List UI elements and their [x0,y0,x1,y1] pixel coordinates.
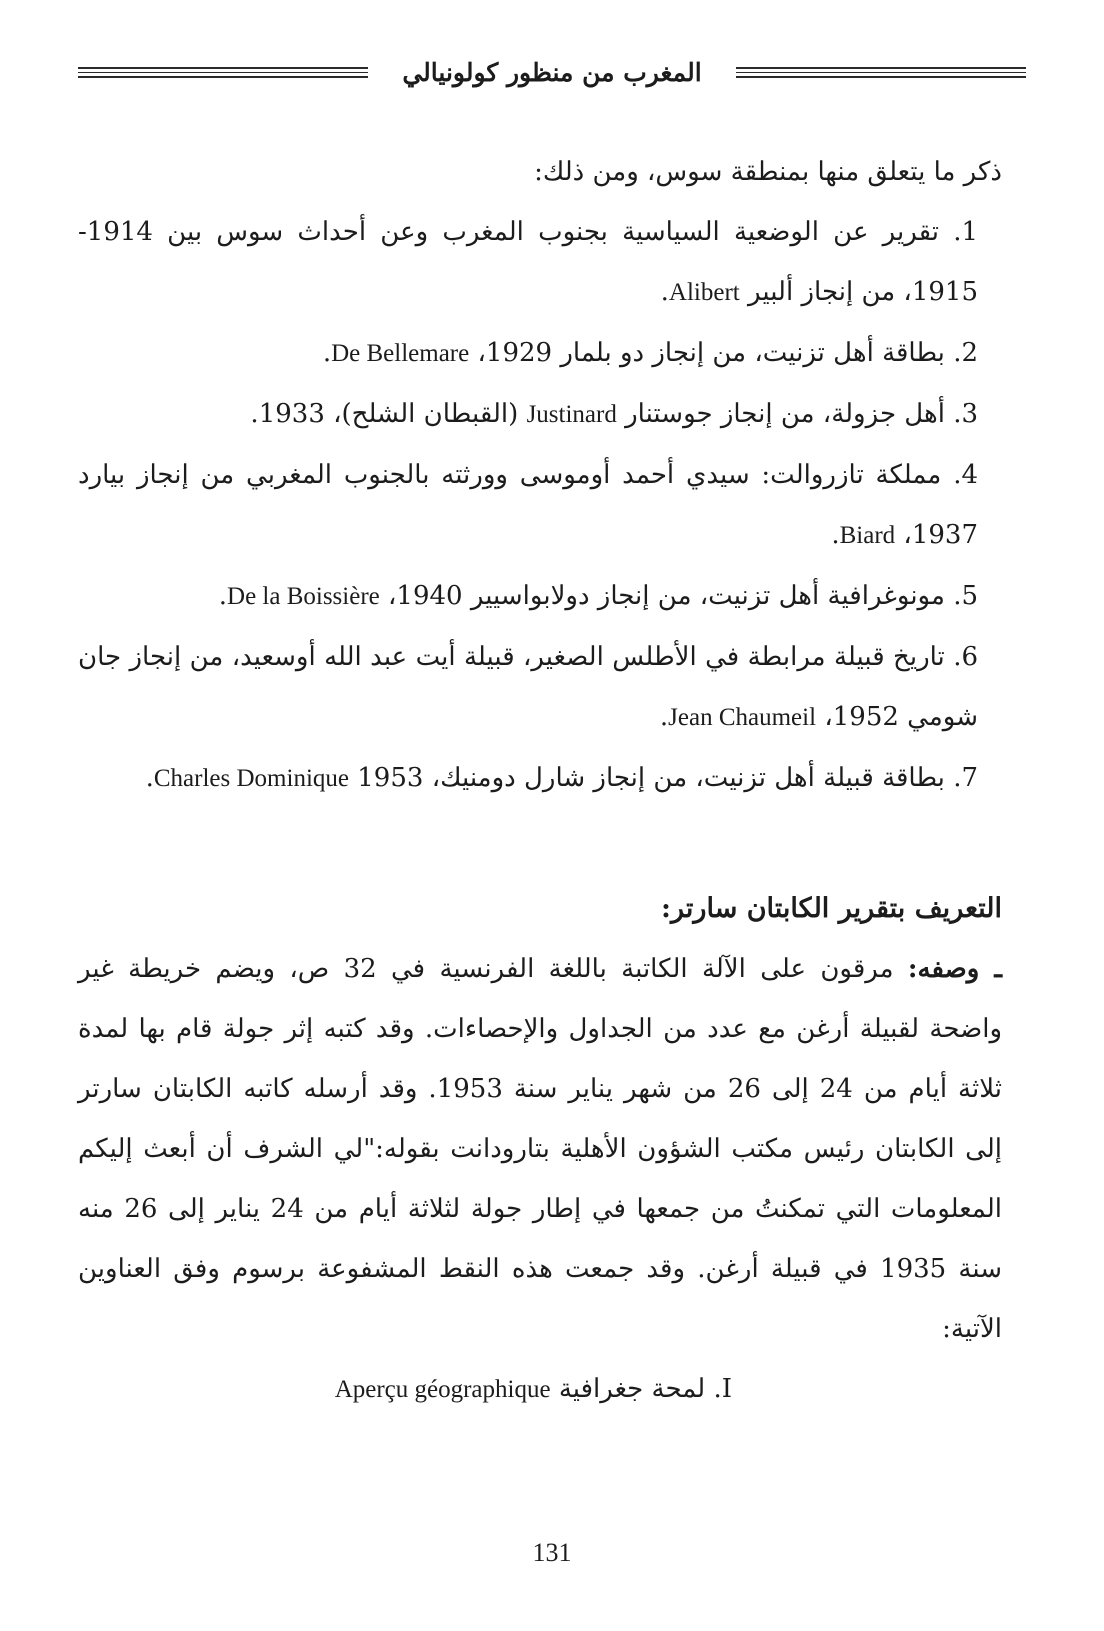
running-header [78,52,1026,92]
list-item-tail: (القبطان الشلح)، 1933. [250,399,527,429]
list-item-number: 3. [953,399,978,429]
list-item-number: 1. [953,217,979,247]
list-item-number: 7. [953,763,978,793]
intro-paragraph: ذكر ما يتعلق منها بمنطقة سوس، ومن ذلك: [534,157,1002,187]
list-item-4 [78,445,1002,566]
header-title: المغرب من منظور كولونيالي [402,57,702,87]
section-body: مرقون على الآلة الكاتبة باللغة الفرنسية في 32 ص، ويضم خريطة غير واضحة لقبيلة أرغن مع عدد من الجداول والإحصاءات. وقد كتبه إثر جولة قام بها لمدة ثلاثة أيام من 24 إلى 26 من شهر يناير سنة 1953. وقد أرسله كاتبه الكابتان سارتر إلى الكابتان رئيس مكتب الشؤون الأهلية بتارودانت بقوله:"لي الشرف أن أبعث إليكم المعلومات التي تمكنتُ من جمعها في إطار جولة لثلاثة أيام من 24 يناير إلى 26 منه سنة 1935 في قبيلة أرغن. وقد جمعت هذه النقط المشفوعة برسوم وفق العناوين الآتية: [78,954,1002,1344]
list-item-text: مملكة تازروالت: سيدي أحمد أوموسى وورثته بالجنوب المغربي من إنجاز بيارد 1937، [78,460,978,550]
list-item-latin-name: Alibert [668,279,740,306]
list-item-6 [78,627,1002,748]
list-item-latin-name: Biard [839,522,896,549]
list-item-latin-name: Justinard [526,401,617,428]
list-item-latin-name: Charles Dominique [153,765,349,792]
sub-list-latin: Aperçu géographique [334,1376,551,1403]
list-item-text: بطاقة قبيلة أهل تزنيت، من إنجاز شارل دومنيك، [431,763,945,793]
list-item-latin-name: De la Boissière [227,583,380,610]
body-text [78,142,1002,1420]
list-item-number: 5. [953,581,978,611]
lead-label: ـ وصفه: [907,954,1002,984]
sub-list-number: I. [713,1374,732,1404]
list-item-3 [78,384,1002,445]
list-item-latin-name: Jean Chaumeil [668,704,817,731]
header-rule-right [736,67,1026,78]
list-item-number: 6. [953,642,979,672]
list-item-text: بطاقة أهل تزنيت، من إنجاز دو بلمار 1929، [477,338,945,368]
list-item-tail: . [659,702,669,732]
list-item-tail: . [322,338,332,368]
list-item-tail: . [831,520,840,550]
list-item-tail: 1953. [145,763,424,793]
list-item-tail: . [218,581,228,611]
header-rule-left [78,67,368,78]
list-item-text: أهل جزولة، من إنجاز جوستنار [625,399,945,429]
list-item-1 [78,202,1002,323]
list-item-text: مونوغرافية أهل تزنيت، من إنجاز دولابواسيير 1940، [388,581,945,611]
list-item-5 [78,566,1002,627]
list-item-tail: . [660,277,669,307]
list-item-number: 4. [953,460,979,490]
page-number: 131 [532,1538,572,1567]
list-item-text: تقرير عن الوضعية السياسية بجنوب المغرب وعن أحداث سوس بين 1914-1915، من إنجاز ألبير [78,217,978,307]
section-heading: التعريف بتقرير الكابتان سارتر: [661,893,1002,924]
sub-list-text: لمحة جغرافية [558,1374,706,1404]
list-item-latin-name: De Bellemare [331,340,470,367]
list-item-2 [78,323,1002,384]
list-item-7 [78,748,1002,809]
list-item-text: تاريخ قبيلة مرابطة في الأطلس الصغير، قبيلة أيت عبد الله أوسعيد، من إنجاز جان شومي 1952، [78,642,978,732]
list-item-number: 2. [953,338,978,368]
section-paragraph [78,939,1002,1359]
sub-list-item-1 [78,1359,1002,1420]
